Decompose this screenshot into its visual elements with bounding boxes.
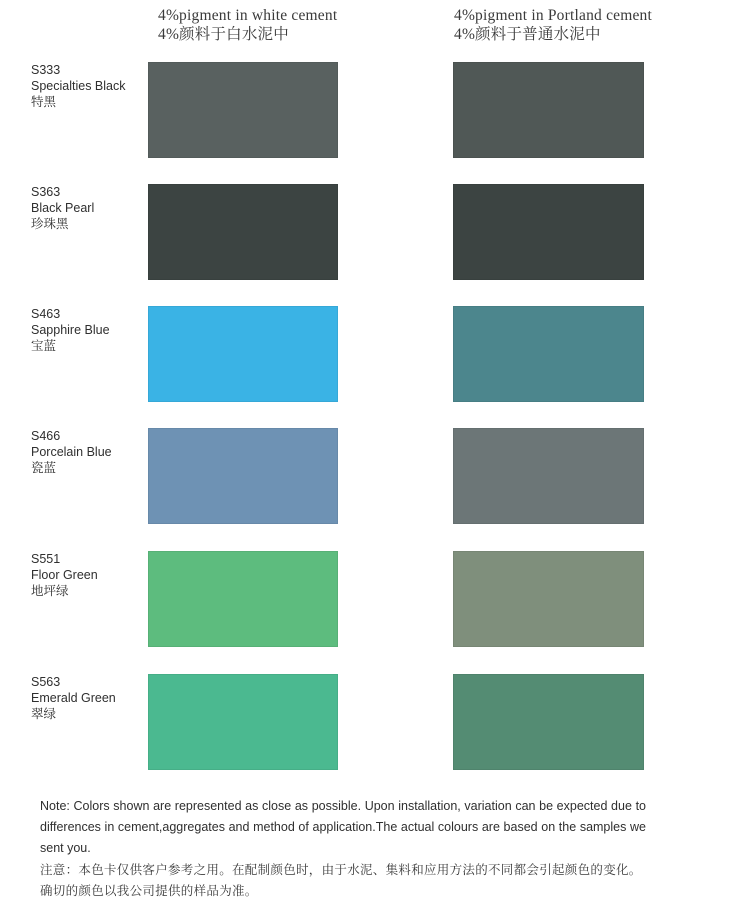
- swatch-portland-cement: [453, 184, 644, 280]
- swatch-row: [0, 306, 750, 406]
- color-name-zh: 瓷蓝: [31, 461, 57, 475]
- color-label: [31, 674, 116, 722]
- swatch-row: [0, 428, 750, 528]
- column-header-white-cement: [158, 6, 337, 44]
- header-white-en: 4%pigment in white cement: [158, 7, 338, 24]
- header-portland-zh: 4%颜料于普通水泥中: [454, 26, 601, 43]
- color-name: Black Pearl: [31, 201, 95, 215]
- swatch-portland-cement: [453, 674, 644, 770]
- swatch-white-cement: [148, 306, 338, 402]
- color-code: S463: [31, 307, 61, 321]
- swatch-white-cement: [148, 62, 338, 158]
- color-name-zh: 特黑: [31, 95, 57, 109]
- color-name: Floor Green: [31, 568, 98, 582]
- color-name-zh: 地坪绿: [31, 584, 69, 598]
- color-name-zh: 翠绿: [31, 707, 57, 721]
- color-code: S563: [31, 675, 61, 689]
- color-code: S363: [31, 185, 61, 199]
- swatch-white-cement: [148, 184, 338, 280]
- color-code: S333: [31, 63, 61, 77]
- swatch-portland-cement: [453, 428, 644, 524]
- swatch-portland-cement: [453, 551, 644, 647]
- disclaimer-note: [40, 796, 646, 901]
- column-header-portland-cement: [454, 6, 652, 44]
- color-label: [31, 306, 110, 354]
- color-name-zh: 珍珠黑: [31, 217, 69, 231]
- color-label: [31, 551, 98, 599]
- color-name: Sapphire Blue: [31, 323, 110, 337]
- color-label: [31, 62, 126, 110]
- color-code: S551: [31, 552, 61, 566]
- swatch-row: [0, 674, 750, 774]
- swatch-white-cement: [148, 674, 338, 770]
- color-name: Emerald Green: [31, 691, 116, 705]
- color-label: [31, 184, 94, 232]
- color-name: Specialties Black: [31, 79, 126, 93]
- header-portland-en: 4%pigment in Portland cement: [454, 7, 653, 24]
- swatch-portland-cement: [453, 306, 644, 402]
- header-white-zh: 4%颜料于白水泥中: [158, 26, 289, 43]
- swatch-row: [0, 62, 750, 162]
- swatch-portland-cement: [453, 62, 644, 158]
- swatch-row: [0, 184, 750, 284]
- swatch-white-cement: [148, 551, 338, 647]
- swatch-row: [0, 551, 750, 651]
- color-name-zh: 宝蓝: [31, 339, 57, 353]
- swatch-white-cement: [148, 428, 338, 524]
- color-name: Porcelain Blue: [31, 445, 112, 459]
- note-english: Note: Colors shown are represented as close as possible. Upon installation, variation can be expected due to differences in cement,aggregates and method of application.The actual colours are based on the samples we sent you.: [40, 799, 646, 855]
- color-code: S466: [31, 429, 61, 443]
- color-label: [31, 428, 112, 476]
- note-chinese: 注意：本色卡仅供客户参考之用。在配制颜色时，由于水泥、集料和应用方法的不同都会引起颜色的变化。确切的颜色以我公司提供的样品为准。: [40, 862, 642, 898]
